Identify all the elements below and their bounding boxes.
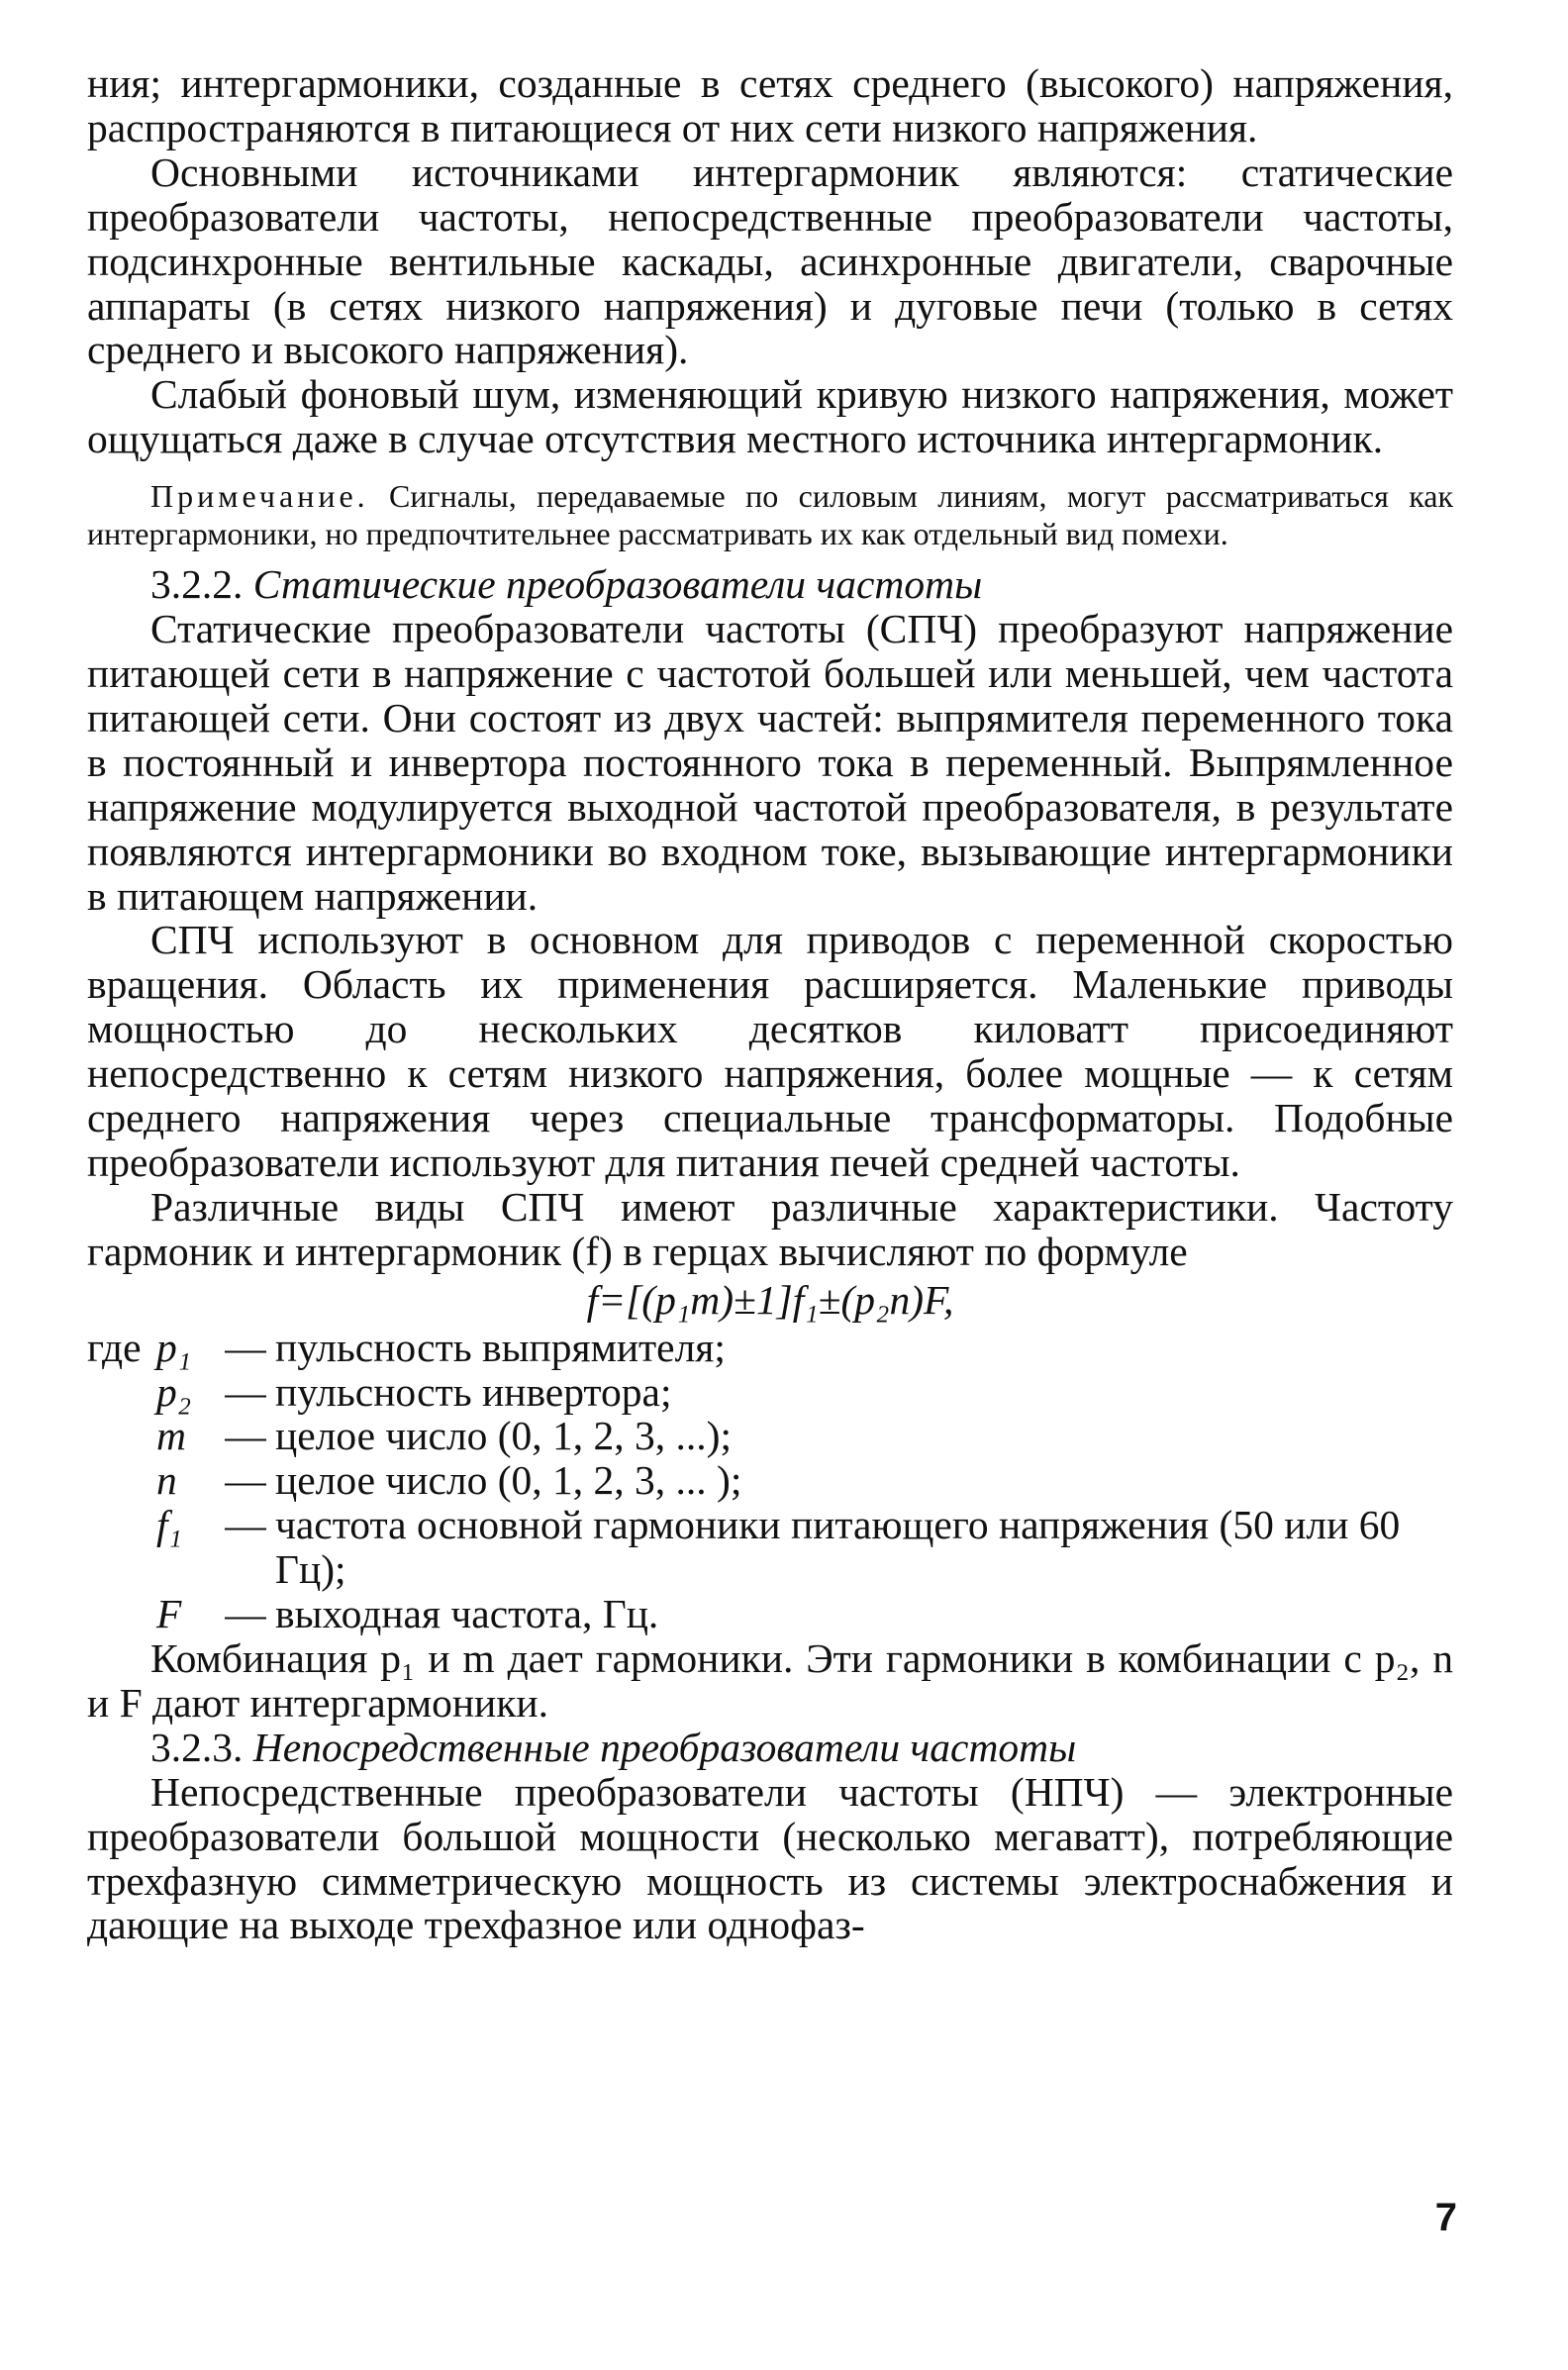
- paragraph-8: Непосредственные преобразователи частоты (НПЧ) — электронные преобразователи большой мощности (несколько мегаватт), потребляющие трехфазную симметрическую мощность из системы электроснабжения и дающие на выходе трехфазное или однофаз-: [87, 1768, 1453, 1948]
- definition-item: [87, 1370, 1453, 1415]
- definition-symbol: f₁: [156, 1502, 182, 1548]
- note: [87, 477, 1453, 552]
- definition-symbol: p₁: [156, 1324, 192, 1370]
- definition-text: целое число (0, 1, 2, 3, ... );: [275, 1457, 742, 1504]
- section-heading-3-2-3: [87, 1726, 1453, 1770]
- definition-text: частота основной гармоники питающего напряжения (50 или 60 Гц);: [275, 1502, 1401, 1593]
- definition-lead: [87, 1592, 156, 1636]
- definition-lead: [87, 1458, 156, 1503]
- definition-item: [87, 1458, 1453, 1503]
- definition-lead: [87, 1414, 156, 1458]
- page-number: 7: [1434, 2196, 1457, 2239]
- heading-title: Непосредственные преобразователи частоты: [252, 1724, 1077, 1770]
- definition-text: выходная частота, Гц.: [275, 1591, 659, 1637]
- formula: f=[(p₁m)±1]f₁±(p₂n)F,: [586, 1276, 954, 1323]
- paragraph-6: Различные виды СПЧ имеют различные характеристики. Частоту гармоник и интергармоник (f) в герцах вычисляют по формуле: [87, 1183, 1453, 1274]
- section-heading-3-2-2: [87, 562, 1453, 607]
- definition-dash: —: [225, 1368, 266, 1415]
- definition-symbol: F: [156, 1591, 182, 1637]
- definition-text: целое число (0, 1, 2, 3, ...);: [275, 1413, 733, 1459]
- note-label: Примечание.: [150, 478, 369, 515]
- definition-item: [87, 1592, 1453, 1636]
- document-page: [87, 61, 1453, 1947]
- definition-lead: [87, 1503, 156, 1592]
- definition-item: [87, 1503, 1453, 1592]
- definition-symbol: n: [156, 1457, 177, 1504]
- definition-text: пульсность инвертора;: [275, 1368, 672, 1415]
- definition-dash: —: [225, 1324, 266, 1370]
- paragraph-2: Основными источниками интергармоник являются: статические преобразователи частоты, непосредственные преобразователи частоты, подсинхронные вентильные каскады, асинхронные двигатели, сварочные аппараты (в сетях низкого напряжения) и дуговые печи (только в сетях среднего и высокого напряжения).: [87, 148, 1453, 373]
- definition-dash: —: [225, 1591, 266, 1637]
- heading-number: 3.2.3.: [150, 1724, 244, 1770]
- heading-number: 3.2.2.: [150, 561, 244, 608]
- note-text: Сигналы, передаваемые по силовым линиям, могут рассматриваться как интергармоники, но предпочтительнее рассматривать их как отдельный вид помехи.: [87, 478, 1454, 552]
- definition-symbol: m: [156, 1413, 186, 1459]
- paragraph-5: СПЧ используют в основном для приводов с переменной скоростью вращения. Область их применения расширяется. Маленькие приводы мощностью до нескольких десятков киловатт присоединяют непосредственно к сетям низкого напряжения, более мощные — к сетям среднего напряжения через специальные трансформаторы. Подобные преобразователи используют для питания печей средней частоты.: [87, 917, 1453, 1185]
- definition-symbol: p₂: [156, 1368, 192, 1415]
- definition-dash: —: [225, 1502, 266, 1548]
- definition-list: [87, 1326, 1453, 1636]
- definition-lead: где: [87, 1324, 142, 1370]
- paragraph-7: Комбинация p₁ и m дает гармоники. Эти гармоники в комбинации с p₂, n и F дают интергармоники.: [87, 1635, 1453, 1726]
- definition-item: [87, 1326, 1453, 1370]
- heading-title: Статические преобразователи частоты: [252, 561, 983, 608]
- paragraph-1: ния; интергармоники, созданные в сетях среднего (высокого) напряжения, распространяются в питающиеся от них сети низкого напряжения.: [87, 60, 1453, 150]
- definition-dash: —: [225, 1413, 266, 1459]
- paragraph-3: Слабый фоновый шум, изменяющий кривую низкого напряжения, может ощущаться даже в случае отсутствия местного источника интергармоник.: [87, 371, 1453, 462]
- paragraph-4: Статические преобразователи частоты (СПЧ) преобразуют напряжение питающей сети в напряжение с частотой большей или меньшей, чем частота питающей сети. Они состоят из двух частей: выпрямителя переменного тока в постоянный и инвертора постоянного тока в переменный. Выпрямленное напряжение модулируется выходной частотой преобразователя, в результате появляются интергармоники во входном токе, вызывающие интергармоники в питающем напряжении.: [87, 606, 1453, 919]
- definition-item: [87, 1414, 1453, 1458]
- definition-lead: [87, 1370, 156, 1415]
- definition-dash: —: [225, 1457, 266, 1504]
- definition-text: пульсность выпрямителя;: [275, 1324, 726, 1370]
